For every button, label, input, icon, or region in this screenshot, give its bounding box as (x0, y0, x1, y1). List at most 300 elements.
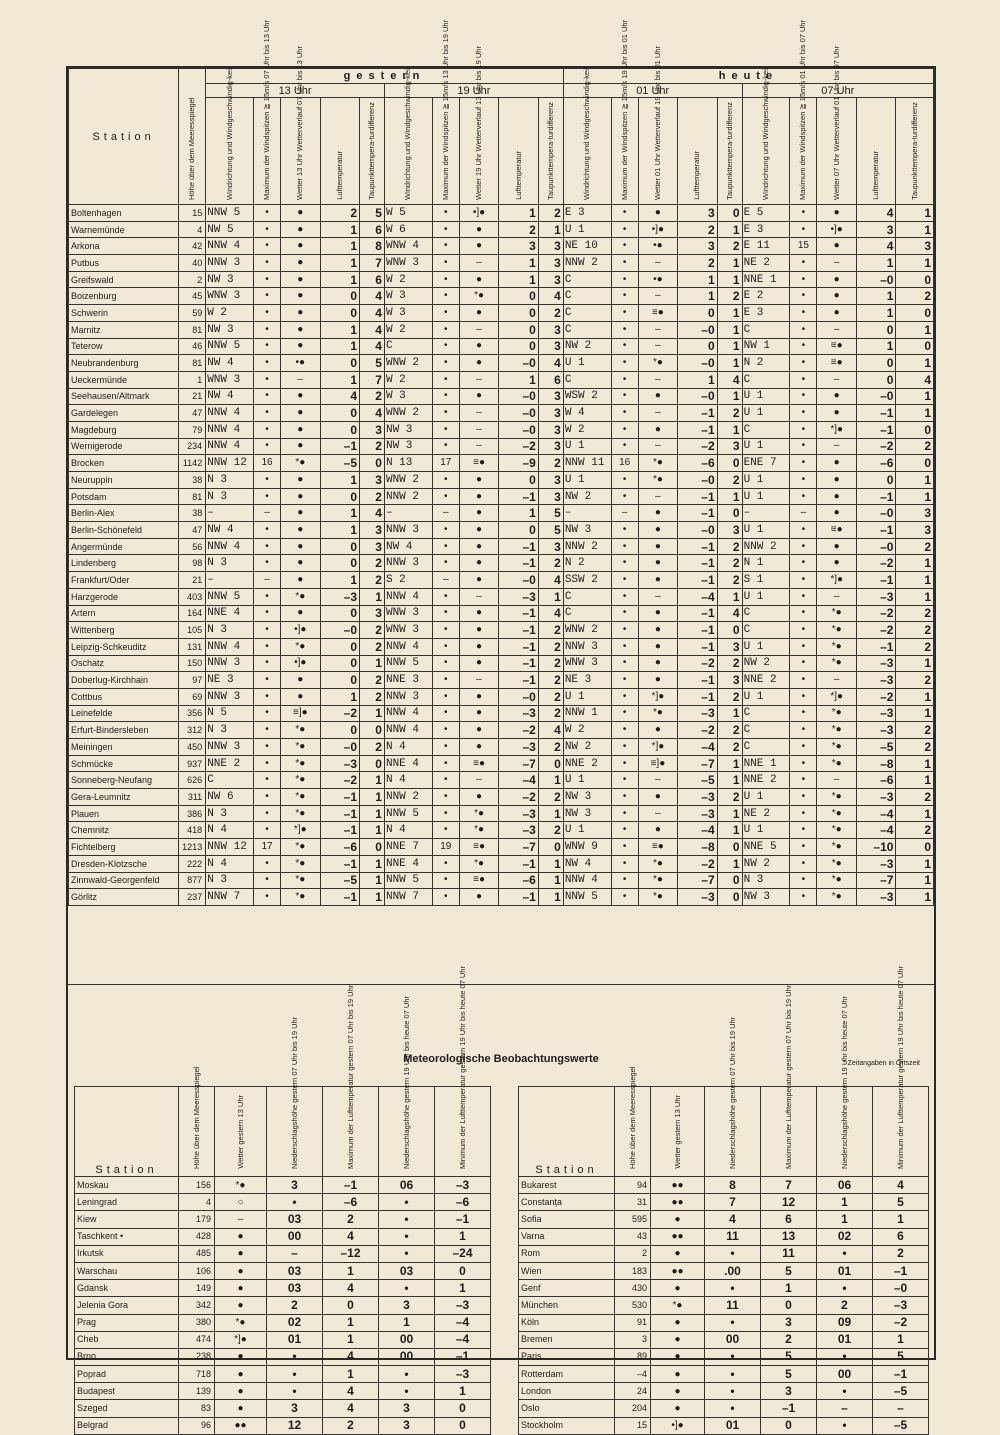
table-cell: ● (817, 305, 857, 322)
table-cell: 1 (320, 321, 360, 338)
table-cell: *● (281, 638, 321, 655)
table-cell: 1142 (179, 455, 206, 472)
station-name: Marnitz (69, 321, 179, 338)
table-cell: • (254, 672, 281, 689)
table-cell: ● (651, 1211, 705, 1228)
table-cell: 2 (717, 555, 742, 572)
table-row (69, 505, 934, 522)
table-cell: –4 (856, 805, 896, 822)
table-cell: • (611, 205, 638, 222)
table-cell: 1 (896, 772, 934, 789)
table-cell: C (384, 338, 432, 355)
table-cell: WNW 3 (384, 622, 432, 639)
time-note: * Zeitangaben in Ortszeit (842, 1060, 920, 1067)
table-cell: • (790, 371, 817, 388)
table-cell: –5 (320, 455, 360, 472)
table-cell: – (459, 421, 499, 438)
table-cell: –5 (856, 739, 896, 756)
table-cell: N 13 (384, 455, 432, 472)
table-cell: NNW 7 (384, 889, 432, 906)
table-cell: 2 (896, 672, 934, 689)
table-cell: –0 (499, 688, 539, 705)
table-cell: 1 (717, 221, 742, 238)
table-cell: C (742, 722, 790, 739)
table-row (519, 1297, 929, 1314)
table-cell: 3 (360, 538, 385, 555)
table-cell: 00 (379, 1348, 435, 1365)
table-cell: 1 (896, 321, 934, 338)
table-row (69, 839, 934, 856)
table-cell: 2 (538, 789, 563, 806)
table-cell: ● (459, 488, 499, 505)
table-cell: NNW 12 (206, 455, 254, 472)
table-cell: NNW 5 (206, 338, 254, 355)
table-row (69, 405, 934, 422)
table-row (69, 238, 934, 255)
col-wetter-19: Wetter 19 Uhr Wetterverlauf 13 Uhr bis 19 Uhr (459, 98, 499, 205)
table-cell: 1 (320, 522, 360, 539)
table-cell: • (254, 755, 281, 772)
station-name: Oschatz (69, 655, 179, 672)
table-cell: 1 (360, 705, 385, 722)
table-cell: –2 (856, 555, 896, 572)
table-cell: • (790, 221, 817, 238)
table-cell: –2 (678, 722, 718, 739)
table-cell: 2 (360, 672, 385, 689)
table-row (75, 1262, 491, 1279)
table-row (519, 1211, 929, 1228)
table-cell: –5 (320, 872, 360, 889)
table-cell: 15 (615, 1417, 651, 1434)
table-cell: 1 (896, 588, 934, 605)
table-cell: U 1 (563, 221, 611, 238)
table-cell: – (563, 505, 611, 522)
table-cell: • (254, 638, 281, 655)
table-cell: • (432, 488, 459, 505)
table-cell: ● (459, 505, 499, 522)
station-name: Warschau (75, 1262, 179, 1279)
table-cell: *● (281, 839, 321, 856)
table-cell: ≡● (817, 355, 857, 372)
table-cell: U 1 (742, 488, 790, 505)
table-cell: 0 (320, 722, 360, 739)
bottom-left-min-temp-header: Minimum der Lufttemperatur gestern 19 Uhr bis heute 07 Uhr (435, 1087, 491, 1177)
table-cell: 1 (717, 338, 742, 355)
table-cell: 2 (499, 221, 539, 238)
table-cell: NE 3 (206, 672, 254, 689)
table-cell: *● (459, 855, 499, 872)
table-cell: • (790, 739, 817, 756)
table-cell: • (611, 371, 638, 388)
table-cell: 0 (896, 338, 934, 355)
table-cell: – (817, 371, 857, 388)
table-cell: 2 (538, 205, 563, 222)
table-cell: • (611, 755, 638, 772)
table-cell: 2 (538, 638, 563, 655)
table-cell: 2 (717, 655, 742, 672)
table-row (69, 271, 934, 288)
table-row (69, 755, 934, 772)
table-cell: • (254, 789, 281, 806)
table-cell: –1 (856, 522, 896, 539)
table-cell: C (563, 588, 611, 605)
table-cell: • (254, 655, 281, 672)
table-cell: • (432, 472, 459, 489)
table-cell: ● (651, 1314, 705, 1331)
table-cell: –6 (856, 772, 896, 789)
table-cell: •]● (281, 622, 321, 639)
table-cell: –3 (320, 755, 360, 772)
table-cell: 98 (179, 555, 206, 572)
table-cell: 4 (538, 355, 563, 372)
table-cell: 3 (360, 522, 385, 539)
table-cell: • (611, 288, 638, 305)
table-cell: –4 (678, 822, 718, 839)
table-cell: NNW 3 (384, 688, 432, 705)
table-row (69, 588, 934, 605)
table-cell: 47 (179, 522, 206, 539)
table-cell: *● (459, 822, 499, 839)
table-cell: – (638, 255, 678, 272)
table-cell: 150 (179, 655, 206, 672)
table-cell: *● (817, 622, 857, 639)
table-cell: 2 (717, 288, 742, 305)
table-cell: 474 (179, 1331, 215, 1348)
table-cell: C (742, 739, 790, 756)
table-cell: 626 (179, 772, 206, 789)
table-cell: • (790, 638, 817, 655)
table-cell: 6 (360, 221, 385, 238)
table-cell: 1 (896, 255, 934, 272)
table-cell: N 3 (742, 872, 790, 889)
station-name: Ueckermünde (69, 371, 179, 388)
table-cell: C (742, 421, 790, 438)
table-row (69, 321, 934, 338)
table-row (75, 1417, 491, 1434)
table-row (75, 1400, 491, 1417)
table-cell: NNW 2 (563, 538, 611, 555)
table-cell: 01 (267, 1331, 323, 1348)
table-cell: NNW 4 (206, 238, 254, 255)
table-cell: U 1 (742, 405, 790, 422)
table-cell: 96 (179, 1417, 215, 1434)
table-cell: –2 (499, 438, 539, 455)
station-name: Poprad (75, 1366, 179, 1383)
table-cell: NW 4 (206, 522, 254, 539)
table-cell: • (790, 455, 817, 472)
table-row (69, 421, 934, 438)
table-cell: • (611, 421, 638, 438)
table-cell: *● (817, 755, 857, 772)
table-cell: 8 (705, 1177, 761, 1194)
table-cell: –1 (499, 488, 539, 505)
table-cell: 59 (179, 305, 206, 322)
table-cell: –5 (873, 1383, 929, 1400)
table-cell: ● (281, 271, 321, 288)
station-name: Chemnitz (69, 822, 179, 839)
table-cell: ● (281, 288, 321, 305)
table-cell: – (432, 572, 459, 589)
station-name: Rom (519, 1245, 615, 1262)
table-cell: ● (638, 572, 678, 589)
table-cell: • (254, 305, 281, 322)
table-row (69, 355, 934, 372)
bottom-title: Meteorologische Beobachtungswerte (403, 1053, 599, 1065)
table-cell: –1 (499, 622, 539, 639)
table-cell: U 1 (742, 472, 790, 489)
table-cell: 2 (896, 739, 934, 756)
table-cell: 312 (179, 722, 206, 739)
table-cell: ● (281, 605, 321, 622)
table-cell: ● (817, 505, 857, 522)
table-cell: 00 (267, 1228, 323, 1245)
table-cell: U 1 (742, 638, 790, 655)
table-cell: • (267, 1383, 323, 1400)
table-cell: 7 (705, 1194, 761, 1211)
table-cell: C (563, 605, 611, 622)
table-cell: *● (817, 855, 857, 872)
table-cell: 09 (817, 1314, 873, 1331)
table-cell: 3 (360, 421, 385, 438)
table-row (69, 338, 934, 355)
table-cell: 79 (179, 421, 206, 438)
table-cell: • (611, 355, 638, 372)
table-cell: 7 (360, 255, 385, 272)
table-cell: • (790, 305, 817, 322)
table-cell: U 1 (742, 438, 790, 455)
table-cell: 1 (360, 588, 385, 605)
table-cell: 0 (896, 421, 934, 438)
table-cell: –3 (499, 588, 539, 605)
table-row (69, 305, 934, 322)
table-cell: –1 (856, 572, 896, 589)
table-cell: 0 (896, 839, 934, 856)
table-cell: • (611, 271, 638, 288)
table-cell: • (790, 672, 817, 689)
table-cell: 1 (360, 772, 385, 789)
table-cell: 1 (320, 572, 360, 589)
table-cell: • (267, 1348, 323, 1365)
table-row (69, 622, 934, 639)
table-cell: 418 (179, 822, 206, 839)
table-cell: *● (281, 755, 321, 772)
table-cell: ● (459, 789, 499, 806)
table-cell: • (705, 1383, 761, 1400)
table-cell: ● (459, 555, 499, 572)
table-cell: ● (817, 488, 857, 505)
table-cell: 3 (538, 255, 563, 272)
table-cell: ● (638, 822, 678, 839)
table-cell: –6 (499, 872, 539, 889)
table-cell: • (254, 739, 281, 756)
table-cell: *● (281, 722, 321, 739)
station-name: Warnemünde (69, 221, 179, 238)
table-cell: • (817, 1245, 873, 1262)
table-cell: 1 (717, 855, 742, 872)
table-cell: *]● (281, 822, 321, 839)
table-cell: –6 (323, 1194, 379, 1211)
table-cell: *● (281, 805, 321, 822)
table-row (69, 889, 934, 906)
table-cell: *● (817, 638, 857, 655)
bottom-right-max-temp-header: Maximum der Lufttemperatur gestern 07 Uhr bis 19 Uhr (761, 1087, 817, 1177)
table-cell: • (254, 605, 281, 622)
table-cell: –3 (499, 739, 539, 756)
table-cell: • (790, 855, 817, 872)
table-cell: • (432, 822, 459, 839)
table-cell: –1 (678, 688, 718, 705)
table-row (519, 1262, 929, 1279)
table-cell: 3 (538, 238, 563, 255)
table-cell: ● (817, 238, 857, 255)
table-cell: –0 (320, 739, 360, 756)
table-cell: –1 (678, 505, 718, 522)
table-cell: 3 (717, 638, 742, 655)
table-cell: 24 (615, 1383, 651, 1400)
table-cell: 0 (896, 305, 934, 322)
table-cell: C (742, 705, 790, 722)
table-cell: NW 2 (742, 855, 790, 872)
table-cell: NNW 4 (206, 405, 254, 422)
station-name: Szeged (75, 1400, 179, 1417)
table-cell: ● (459, 688, 499, 705)
table-cell: NW 3 (563, 522, 611, 539)
table-cell: 38 (179, 505, 206, 522)
table-cell: • (790, 538, 817, 555)
table-cell: – (638, 371, 678, 388)
station-name: Artern (69, 605, 179, 622)
table-cell: 0 (360, 755, 385, 772)
table-cell: – (459, 672, 499, 689)
table-cell: NW 2 (563, 338, 611, 355)
table-cell: – (638, 805, 678, 822)
table-row (69, 872, 934, 889)
table-cell: • (705, 1366, 761, 1383)
table-cell: • (790, 872, 817, 889)
col-wetter-01: Wetter 01 Uhr Wetterverlauf 19 Uhr bis 01 Uhr (638, 98, 678, 205)
table-cell: ● (215, 1383, 267, 1400)
table-cell: • (254, 338, 281, 355)
table-cell: W 2 (563, 722, 611, 739)
table-cell: • (790, 572, 817, 589)
table-cell: 1 (499, 505, 539, 522)
table-cell: • (254, 538, 281, 555)
table-cell: • (611, 688, 638, 705)
table-cell: ● (817, 388, 857, 405)
table-cell: • (611, 538, 638, 555)
table-cell: NW 4 (206, 355, 254, 372)
table-cell: 1 (717, 755, 742, 772)
table-cell: • (790, 588, 817, 605)
table-cell: • (432, 305, 459, 322)
table-cell: ● (215, 1297, 267, 1314)
table-cell: U 1 (742, 822, 790, 839)
table-cell: 2 (678, 221, 718, 238)
table-cell: 4 (323, 1348, 379, 1365)
table-cell: ● (281, 555, 321, 572)
table-cell: 0 (320, 605, 360, 622)
table-cell: 3 (717, 522, 742, 539)
table-cell: • (432, 555, 459, 572)
bottom-left-precip-day-header: Niederschlagshöhe gestern 07 Uhr bis 19 Uhr (267, 1087, 323, 1177)
table-cell: NW 5 (206, 221, 254, 238)
col-max-07: Maximum der Windspitzen ≧ 15m/s 01 Uhr bis 07 Uhr (790, 98, 817, 205)
table-cell: • (254, 772, 281, 789)
station-name: Kiew (75, 1211, 179, 1228)
table-cell: 1 (873, 1331, 929, 1348)
table-cell: 1 (499, 371, 539, 388)
table-cell: – (459, 772, 499, 789)
table-cell: 0 (360, 839, 385, 856)
table-cell: ≡● (459, 839, 499, 856)
table-cell: • (611, 839, 638, 856)
table-cell: 2 (717, 472, 742, 489)
table-cell: 3 (538, 538, 563, 555)
table-cell: NNE 1 (742, 271, 790, 288)
table-cell: ● (817, 205, 857, 222)
table-cell: 4 (856, 205, 896, 222)
table-cell: 0 (856, 472, 896, 489)
table-cell: NNE 3 (384, 672, 432, 689)
table-cell: 1 (896, 855, 934, 872)
table-cell: 4 (320, 388, 360, 405)
col-max-19: Maximum der Windspitzen ≧ 15m/s 13 Uhr bis 19 Uhr (432, 98, 459, 205)
table-cell: –4 (499, 772, 539, 789)
station-header: Station (69, 69, 179, 205)
table-cell: 0 (320, 638, 360, 655)
table-cell: • (432, 221, 459, 238)
table-cell: ● (215, 1245, 267, 1262)
table-cell: 21 (179, 388, 206, 405)
table-cell: 1 (320, 221, 360, 238)
table-cell: 2 (761, 1331, 817, 1348)
table-row (69, 555, 934, 572)
table-cell: 0 (320, 355, 360, 372)
station-name: Wernigerode (69, 438, 179, 455)
table-cell: 1 (717, 255, 742, 272)
table-cell: N 3 (206, 488, 254, 505)
table-cell: – (817, 772, 857, 789)
table-cell: – (254, 505, 281, 522)
station-name: Bremen (519, 1331, 615, 1348)
table-cell: ● (459, 271, 499, 288)
table-row (519, 1366, 929, 1383)
table-cell: ● (638, 555, 678, 572)
table-row (75, 1194, 491, 1211)
table-row (519, 1228, 929, 1245)
table-cell: *● (651, 1297, 705, 1314)
table-cell: –4 (615, 1366, 651, 1383)
table-cell: NNW 3 (384, 555, 432, 572)
table-cell: ● (651, 1245, 705, 1262)
table-cell: 3 (360, 605, 385, 622)
table-row (69, 472, 934, 489)
table-cell: –4 (435, 1331, 491, 1348)
table-row (75, 1314, 491, 1331)
table-cell: –1 (873, 1262, 929, 1279)
table-cell: 1 (360, 889, 385, 906)
table-cell: 5 (761, 1366, 817, 1383)
table-cell: ●● (651, 1177, 705, 1194)
table-cell: –6 (856, 455, 896, 472)
table-cell: NNW 1 (563, 705, 611, 722)
table-cell: –3 (856, 705, 896, 722)
table-cell: –1 (499, 638, 539, 655)
table-cell: • (379, 1280, 435, 1297)
table-cell: 4 (360, 321, 385, 338)
table-cell: ● (638, 205, 678, 222)
table-cell: 02 (817, 1228, 873, 1245)
